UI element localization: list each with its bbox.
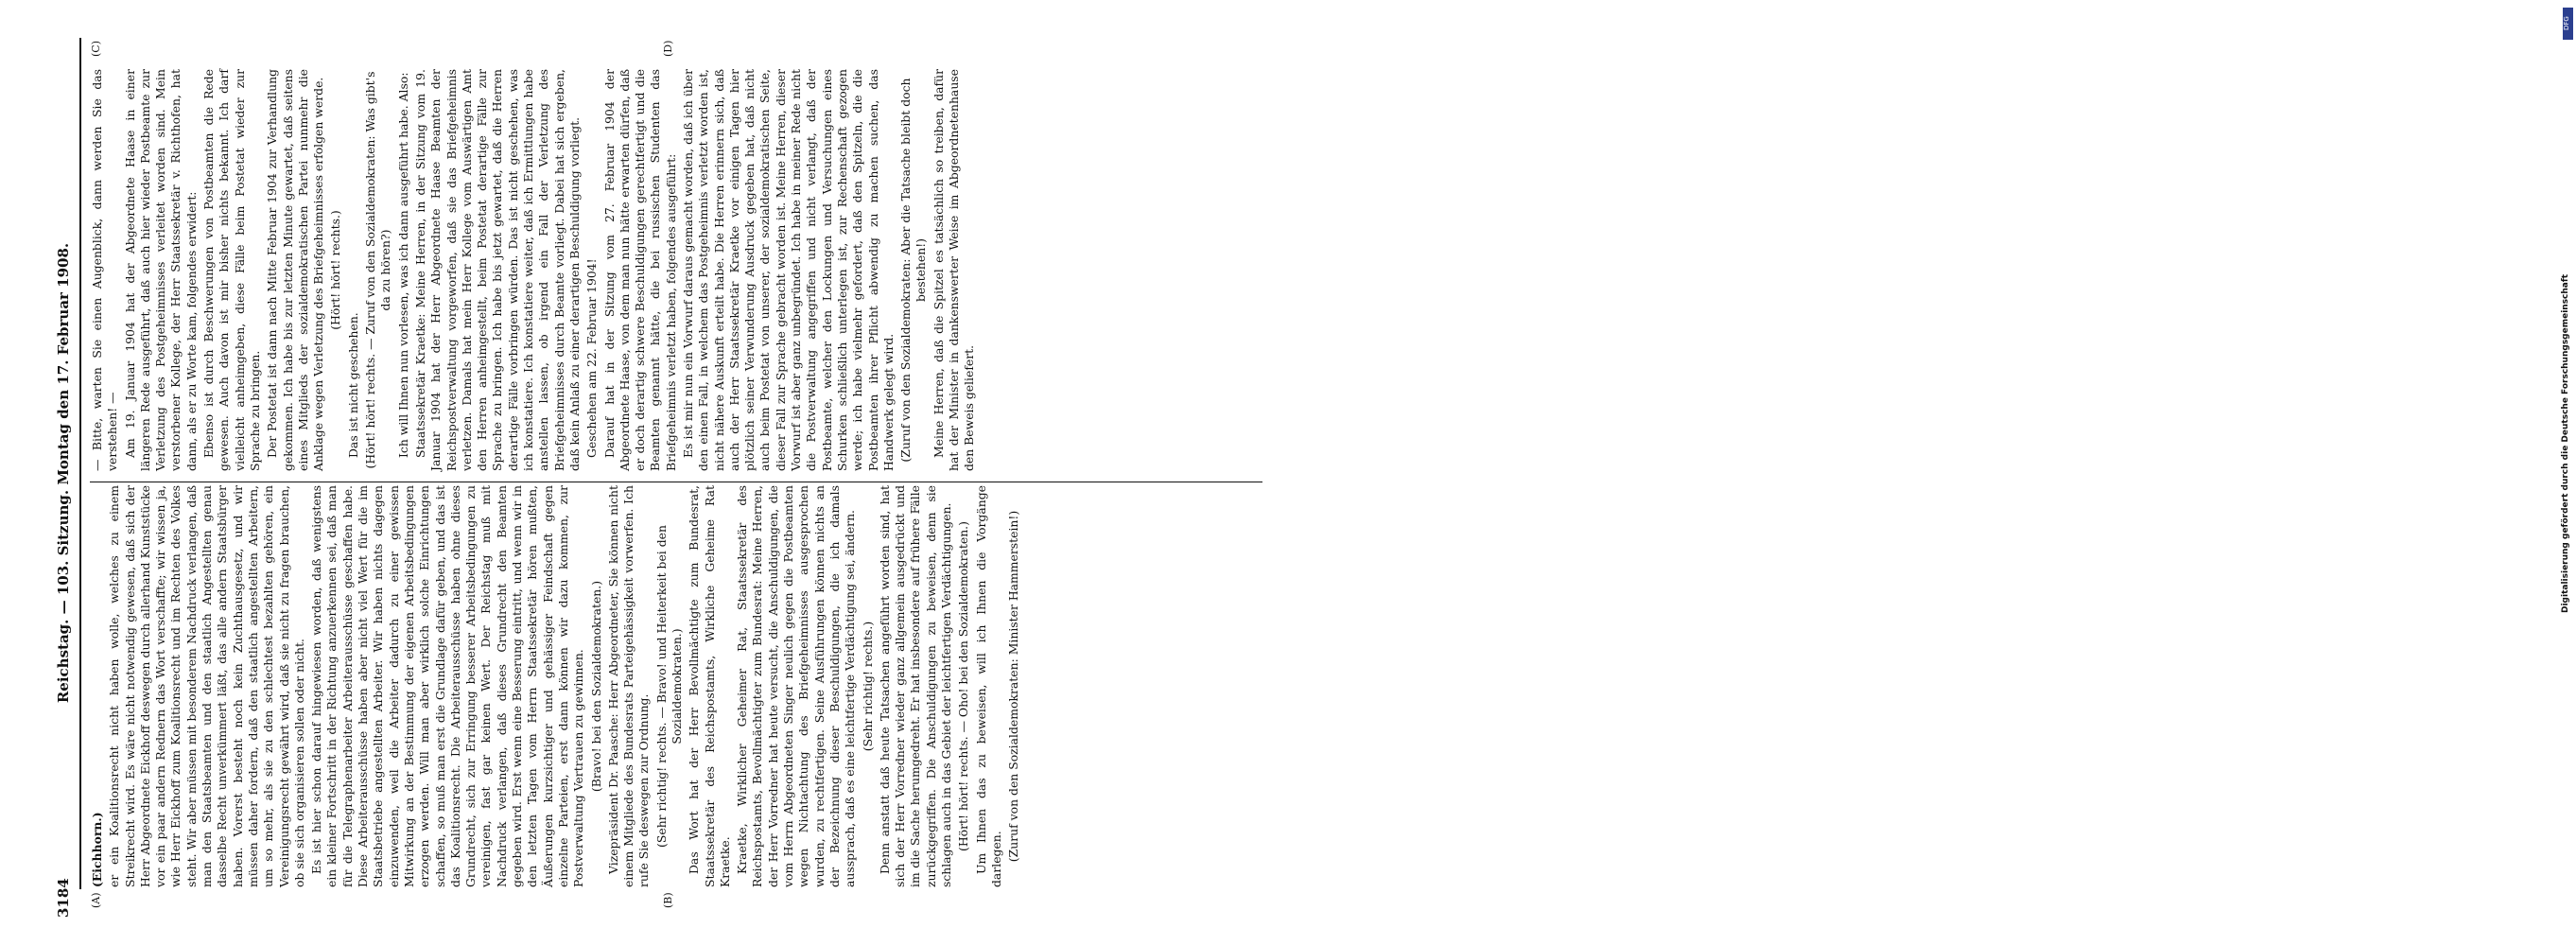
paragraph: Das Wort hat der Herr Bevollmächtigte zum Bundesrat, Staatssekretär des Reichspostamts, Wirkliche Geheime Rat Kraetke.	[687, 485, 732, 887]
paragraph: Der Postetat ist dann nach Mitte Februar 1904 zur Verhandlung gekommen. Ich habe bis zur letzten Minute gewartet, daß seitens eines Mitglieds der sozialdemokratischen Partei nunmehr die Anklage wegen Verletzung des Briefgeheimnisses erfolgen werde.	[265, 69, 326, 471]
interjection: (Bravo! bei den Sozialdemokraten.)	[588, 580, 603, 793]
paragraph: Das ist nicht geschehen.	[345, 312, 360, 458]
interjection: (Hört! hört! rechts.)	[328, 210, 343, 330]
paragraph: Geschehen am 22. Februar 1904!	[584, 258, 600, 458]
quotation: Staatssekretär Kraetke: Meine Herren, in der Sitzung vom 19. Januar 1904 hat der Herr Abgeordnete Haase Beamten der Reichspostverwaltung vorgeworfen, daß sie das Briefgeheimnis verletzen. Damals hat mein Herr Kollege vom Auswärtigen Amt den Herren anheimgestellt, beim Postetat derartige Fälle zur Sprache zu bringen. Ich habe bis jetzt gewartet, daß die Herren derartige Fälle vorbringen würden. Das ist nicht geschehen, was ich konstatiere. Ich konstatiere weiter, daß ich Ermittlungen habe anstellen lassen, ob irgend ein Fall der Verletzung des Briefgeheimnisses durch Beamte vorliegt. Dabei hat sich ergeben, daß kein Anlaß zu einer derartigen Beschuldigung vorliegt.	[412, 69, 582, 471]
running-title: Reichstag. — 103. Sitzung. Montag den 17. Februar 1908.	[55, 242, 72, 704]
quotation: Es ist mir nun ein Vorwurf daraus gemacht worden, daß ich über den einen Fall, in welchem das Postgeheimnis verletzt worden ist, nicht nähere Auskunft erteilt habe. Die Herren erinnern sich, daß auch der Herr Staatssekretär Kraetke vor einigen Tagen hier plötzlich seiner Verwunderung Ausdruck gegeben hat, daß nicht auch beim Postetat von unserer, der sozialdemokratischen Seite, dieser Fall zur Sprache gebracht worden ist. Meine Herren, dieser Vorwurf ist aber ganz unbegründet. Ich habe in meiner Rede nicht die Postverwaltung angegriffen und nicht verlangt, daß der Postbeamte, welcher den Lockungen und Versuchungen eines Schurken schließlich unterlegen ist, zur Rechenschaft gezogen werde; ich habe vielmehr gefordert, daß den Spitzeln, die die Postbeamten ihrer Pflicht abwendig zu machen suchen, das Handwerk gelegt wird.	[680, 69, 896, 471]
dfg-logo: DFG	[2563, 8, 2573, 40]
interjection: (Zuruf von den Sozialdemokraten: Minister Hammerstein!)	[1006, 510, 1021, 863]
interjection: (Hört! hört! rechts. — Zuruf von den Sozialdemokraten: Was gibt's da zu hören?)	[363, 71, 393, 469]
credit-text: Digitalisierung gefördert durch die Deutsche Forschungsgemeinschaft	[2561, 273, 2570, 613]
paragraph: Um Ihnen das zu beweisen, will ich Ihnen die Vorgänge darlegen.	[973, 485, 1003, 887]
paragraph: Vizepräsident Dr. Paasche: Herr Abgeordneter, Sie können nicht einem Mitgliede des Bundesrats Parteigehässigkeit vorwerfen. Ich rufe Sie deswegen zur Ordnung.	[605, 485, 652, 887]
page-header	[55, 28, 78, 918]
paragraph: er ein Koalitionsrecht nicht haben wolle, welches zu einem Streikrecht wird. Es wäre nicht notwendig gewesen, daß sich der Herr Abgeordnete Eickhoff deswegen durch allerhand Kunststücke vor ein paar andern Rednern das Wort verschaffte; wir wissen ja, wie Herr Eickhoff zum Koalitionsrecht und im Rechten des Volkes steht. Wir aber müssen mit besonderem Nachdruck verlangen, daß man den Staatsbeamten und den staatlich Angestellten genau dasselbe Recht unverkümmert läßt, das alle andern Staatsbürger haben. Vorerst besteht noch kein Zuchthausgesetz, und wir müssen daher fordern, daß den staatlich angestellten Arbeitern, um so mehr, als sie zu den schlechtest bezahlten gehören, ein Vereinigungsrecht gewährt wird, daß sie nicht zu fragen brauchen, ob sie sich organisieren sollen oder nicht.	[107, 485, 306, 887]
margin-mark-b: (B)	[662, 892, 674, 908]
interjection: (Hört! hört! rechts. — Oho! bei den Sozialdemokraten.)	[956, 521, 971, 851]
interjection: (Zuruf von den Sozialdemokraten: Aber die Tatsache bleibt doch bestehen!)	[898, 78, 929, 463]
page-number: 3184	[55, 878, 72, 918]
paragraph: — Bitte, warten Sie einen Augenblick, dann werden Sie das verstehen! —	[90, 69, 120, 471]
digitization-credit	[1267, 0, 2570, 946]
paragraph: Kraetke, Wirklicher Geheimer Rat, Staatssekretär des Reichspostamts, Bevollmächtigter zum Bundesrat: Meine Herren, der Herr Vorredner hat heute versucht, die Anschuldigungen, die vom Herrn Abgeordneten Singer neulich gegen die Postbeamten wegen Nichtachtung des Briefgeheimnisses ausgesprochen wurden, zu rechtfertigen. Seine Ausführungen können nichts an der Bezeichnung dieser Beschuldigungen, die ich damals aussprach, daß es eine leichtfertige Verdächtigung sei, ändern.	[735, 485, 858, 887]
margin-mark-c: (C)	[90, 41, 102, 57]
paragraph: Meine Herren, daß die Spitzel es tatsächlich so treiben, dafür hat der Minister in dankenswerter Weise im Abgeordnetenhause den Beweis geliefert.	[931, 69, 977, 471]
paragraph: Am 19. Januar 1904 hat der Abgeordnete Haase in einer längeren Rede ausgeführt, daß auch hier wieder Postbeamte zur Verletzung des Postgeheimnisses verleitet worden sind. Mein verstorbener Kollege, der Herr Staatssekretär v. Richthofen, hat dann, als er zu Worte kam, folgendes erwidert:	[122, 69, 199, 471]
paragraph: Darauf hat in der Sitzung vom 27. Februar 1904 der Abgeordnete Haase, von dem man nun hätte erwarten dürfen, daß er doch derartig schwere Beschuldigungen gerechtfertigt und die Beamten genannt hätte, die bei russischen Studenten das Briefgeheimnis verletzt haben, folgendes ausgeführt:	[601, 69, 678, 471]
paragraph: Denn anstatt daß heute Tatsachen angeführt worden sind, hat sich der Herr Vorredner wieder ganz allgemein ausgedrückt und im die Sache herumgedreht. Er hat insbesondere auf frühere Fälle zurückgegriffen. Die Anschuldigungen zu beweisen, denn sie schlagen auch in das Gebiet der leichtfertigen Verdächtigungen.	[877, 485, 954, 887]
interjection: (Sehr richtig! rechts.)	[860, 621, 875, 752]
header-rule	[79, 38, 81, 889]
left-column	[90, 485, 1024, 887]
speaker-tag: (Eichhorn.)	[90, 812, 104, 887]
paragraph: Es ist hier schon darauf hingewiesen worden, daß wenigstens ein kleiner Fortschritt in der Richtung anzuerkennen sei, daß man für die Telegraphenarbeiter Arbeiterausschüsse geschaffen habe. Diese Arbeiterausschüsse haben aber nicht viel Wert für die im Staatsbetriebe angestellten Arbeiter. Wir haben nichts dagegen einzuwenden, weil die Arbeiter dadurch zu einer gewissen Mitwirkung an der Bestimmung der eigenen Arbeitsbedingungen erzogen werden. Will man aber wirklich solche Einrichtungen schaffen, so muß man erst die Grundlage dafür geben, und das ist das Koalitionsrecht. Die Arbeiterausschüsse haben ohne dieses Grundrecht, sich zur Erringung besserer Arbeitsbedingungen zu vereinigen, fast gar keinen Wert. Der Reichstag muß mit Nachdruck verlangen, daß dieses Grundrecht den Beamten gegeben wird. Erst wenn eine Besserung eintritt, und wenn wir in den letzten Tagen vom Herrn Staatssekretär hören mußten, Äußerungen kurzsichtiger und gehässiger Feindschaft gegen einzelne Parteien, erst dann können wir dazu kommen, zur Postverwaltung Vertrauen zu gewinnen.	[309, 485, 586, 887]
margin-mark-a: (A)	[90, 892, 102, 908]
quotation: Ebenso ist durch Beschwerungen von Postbeamten die Rede gewesen. Auch davon ist mir bisher nichts bekannt. Ich darf vielleicht anheimgeben, diese Fälle beim Postetat wieder zur Sprache zu bringen.	[201, 69, 262, 471]
right-column	[90, 69, 980, 471]
margin-mark-d: (D)	[662, 40, 674, 57]
interjection: (Sehr richtig! rechts. — Bravo! und Heiterkeit bei den Sozialdemokraten.)	[653, 525, 684, 848]
paragraph: Ich will Ihnen nun vorlesen, was ich dann ausgeführt habe. Also:	[395, 72, 410, 458]
